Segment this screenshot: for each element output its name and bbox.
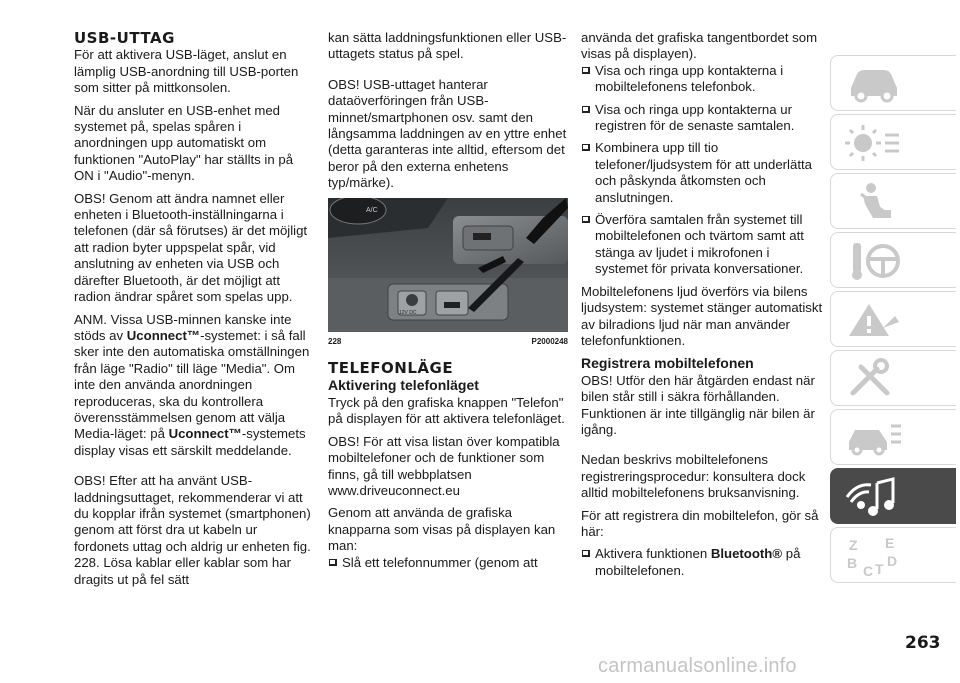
tab-starting-driving[interactable]	[830, 232, 956, 288]
tab-dashboard-lights[interactable]	[830, 114, 956, 170]
tab-maintenance[interactable]	[830, 350, 956, 406]
paragraph: Tryck på den grafiska knappen "Telefon" på displayen för att aktivera telefonläget.	[328, 394, 565, 427]
paragraph: Genom att använda de grafiska knapparna som visas på displayen kan man:	[328, 505, 556, 554]
page-number: 263	[905, 633, 941, 653]
paragraph: Mobiltelefonens ljud överförs via bilens ljudsystem: systemet stänger automatiskt av bilradions ljud när man använder telefonfunktionen.	[581, 283, 823, 348]
tab-index[interactable]	[830, 527, 956, 583]
tab-safety[interactable]	[830, 173, 956, 229]
text: ANM. Vissa USB-minnen kanske inte stöds av	[74, 311, 292, 343]
paragraph: kan sätta laddningsfunktionen eller USB-uttagets status på spel.	[328, 30, 567, 62]
watermark: carmanualsonline.info	[598, 655, 797, 677]
index-letter: C	[863, 563, 874, 578]
figure-code: P2000248	[531, 336, 568, 346]
12v-label: 12V DC	[399, 309, 417, 316]
maintenance-tools-icon	[843, 357, 903, 401]
subheading-register-phone: Registrera mobiltelefonen	[581, 355, 754, 372]
column-usb-phone	[328, 30, 568, 577]
tab-car[interactable]	[830, 55, 956, 111]
index-letter: D	[887, 553, 898, 569]
paragraph: använda det grafiska tangentbordet som visas på displayen).	[581, 30, 818, 62]
paragraph: För att registrera din mobiltelefon, gör så här:	[581, 507, 819, 539]
figure-usb-socket-photo	[328, 198, 568, 332]
paragraph: OBS! Utför den här åtgärden endast när bilen står still i säkra förhållanden. Funktionen är inte tillgänglig när bilen är igång.	[581, 372, 815, 437]
list-item-bluetooth	[581, 546, 823, 579]
section-heading-usb: USB-UTTAG	[74, 29, 175, 47]
list-item: Visa och ringa upp kontakterna ur registren för de senaste samtalen.	[581, 102, 823, 135]
index-letter: B	[847, 555, 858, 571]
text: på mobiltelefonen.	[595, 546, 801, 578]
seat-safety-icon	[843, 180, 903, 224]
subheading-activate-phone: Aktivering telefonläget	[328, 377, 479, 394]
paragraph-uconnect-note	[74, 312, 314, 460]
ac-label: A/C	[366, 206, 378, 214]
alphabet-index-icon	[843, 534, 903, 578]
paragraph: Nedan beskrivs mobiltelefonens registreringsprocedur: konsultera dock alltid mobiltelefonens bruksanvisning.	[581, 452, 806, 501]
section-heading-phone-mode: TELEFONLÄGE	[328, 359, 454, 378]
paragraph: När du ansluter en USB-enhet med systemet på, spelas spåren i anordningen upp automatiskt om funktionen "AutoPlay" har ställts in på ON i "Audio"-menyn.	[74, 102, 294, 184]
dashboard-lights-icon	[843, 121, 903, 165]
uconnect-brand: Uconnect™	[126, 327, 201, 343]
figure-number: 228	[328, 336, 342, 346]
multimedia-icon	[843, 475, 903, 519]
index-letter: T	[875, 561, 884, 577]
text: Aktivera funktionen	[595, 546, 711, 562]
text: -systemets display visas ett särskilt meddelande.	[74, 426, 306, 458]
usb-socket-illustration	[328, 198, 568, 332]
tab-technical-data[interactable]	[830, 409, 956, 465]
column-phone-functions	[581, 30, 823, 585]
index-letter: E	[885, 535, 895, 551]
chapter-tabs	[830, 55, 956, 586]
figure-caption	[328, 334, 568, 350]
emergency-warning-icon	[843, 298, 903, 342]
list-item: Visa och ringa upp kontakterna i mobiltelefonens telefonbok.	[581, 63, 823, 96]
column-usb	[74, 30, 314, 594]
text: -systemet: i så fall sker inte den automatiska omställningen från läge "Radio" till läge "Media". Om inte den använda anordningen reproduceras, ska du kontrollera överensstämmelsen genom att välja Media-läget: på	[74, 327, 310, 442]
list-item: Kombinera upp till tio telefoner/ljudsystem för att underlätta och påskynda åtkomsten och anslutningen.	[581, 140, 823, 206]
tab-multimedia[interactable]	[830, 468, 956, 524]
index-letter: Z	[849, 537, 858, 553]
tab-emergency[interactable]	[830, 291, 956, 347]
list-item: Slå ett telefonnummer (genom att	[328, 555, 568, 571]
car-icon	[843, 62, 903, 104]
paragraph: För att aktivera USB-läget, anslut en lämplig USB-anordning till USB-porten som sitter på mittkonsolen.	[74, 47, 299, 96]
key-steering-wheel-icon	[843, 239, 903, 283]
list-item: Överföra samtalen från systemet till mobiltelefonen och tvärtom samt att stänga av ljudet i mikrofonen i systemet för privata konversationer.	[581, 212, 823, 278]
paragraph: OBS! För att visa listan över kompatibla mobiltelefoner och de funktioner som finns, gå till webbplatsen www.driveuconnect.eu	[328, 433, 560, 498]
uconnect-brand: Uconnect™	[168, 426, 242, 442]
paragraph: OBS! USB-uttaget hanterar dataöverföringen från USB-minnet/smartphonen osv. samt den långsamma laddningen av en yttre enhet (detta garanteras inte alltid, eftersom det beror på den externa enhetens typ/märke).	[328, 76, 567, 191]
paragraph: OBS! Genom att ändra namnet eller enheten i Bluetooth-inställningarna i telefonen (där så förutses) är det möjligt att radion byter uppspelat spår, vid anslutning av enheten via USB och därefter Bluetooth, är det möjligt att radion ändrar spåret som spelas upp.	[74, 190, 308, 305]
car-data-icon	[843, 416, 903, 460]
bluetooth-brand: Bluetooth®	[710, 546, 783, 562]
paragraph: OBS! Efter att ha använt USB-laddningsuttaget, rekommenderar vi att du kopplar ifrån systemet (smartphonen) genom att först dra ut kabeln ur fordonets uttag och aldrig ur enheten fig. 228. Lösa kablar eller kablar som har dragits ut på fel sätt	[74, 473, 311, 587]
